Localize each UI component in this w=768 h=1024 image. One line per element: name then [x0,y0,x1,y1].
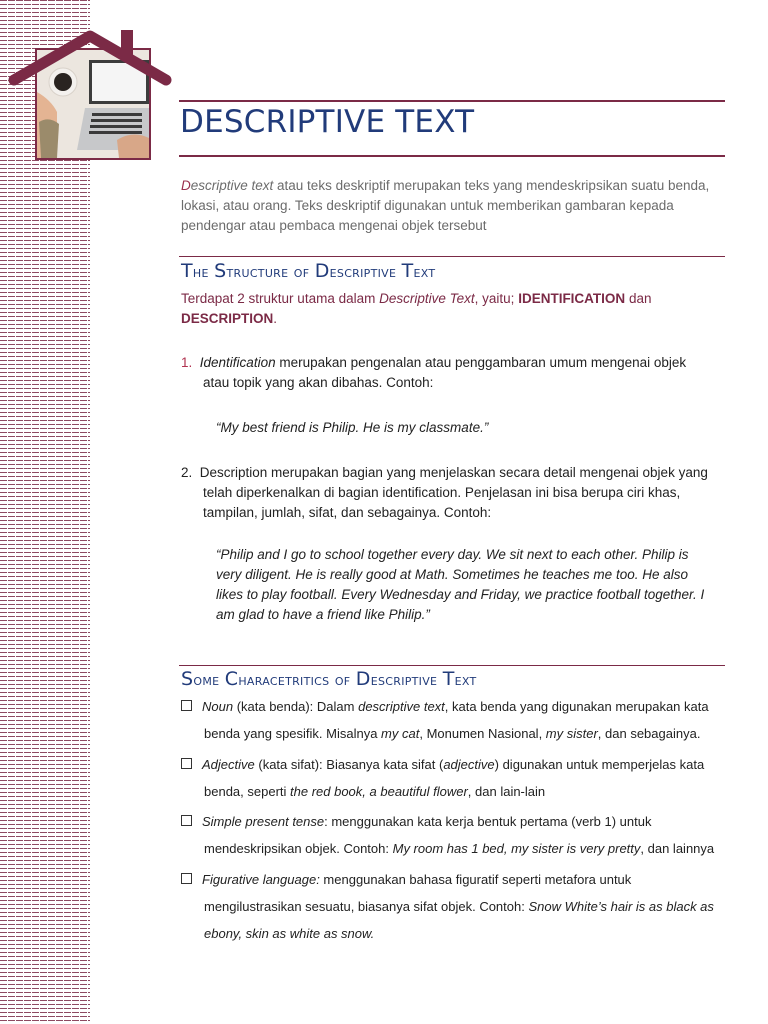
structure-rule [179,256,725,257]
title-bottom-rule [179,155,725,157]
intro-first-letter: D [181,178,191,193]
characteristic-noun: Noun (kata benda): Dalam descriptive text, kata benda yang digunakan merupakan kata benda yang spesifik. Misalnya my cat, Monumen Nasional, my sister, dan sebagainya. [181,693,726,747]
characteristic-simple-present: Simple present tense: menggunakan kata kerja bentuk pertama (verb 1) untuk mendeskripsikan objek. Contoh: My room has 1 bed, my sister is very pretty, dan lainnya [181,808,726,862]
example-identification: “My best friend is Philip. He is my classmate.” [216,420,489,435]
page-title: DESCRIPTIVE TEXT [180,104,475,140]
structure-item-description: 2. Description merupakan bagian yang menjelaskan secara detail mengenai objek yang telah diperkenalkan di bagian identification. Penjelasan ini bisa berupa ciri khas, tampilan, jumlah, sifat, dan sebagainya. Contoh: [181,465,708,520]
house-frame [8,28,173,160]
checkbox-icon [181,873,192,884]
characteristics-rule [179,665,725,666]
intro-italic: escriptive text [190,178,274,193]
intro-text: atau teks deskriptif merupakan teks yang mendeskripsikan suatu benda, lokasi, atau orang. Teks deskriptif digunakan untuk memberikan gambaran kepada pendengar atau pembaca mengenai objek tersebut [181,178,710,233]
checkbox-icon [181,700,192,711]
structure-item-identification: 1. Identification merupakan pengenalan atau penggambaran umum mengenai objek atau topik yang akan dibahas. Contoh: [181,355,687,390]
characteristics-heading: Some Characetritics of Descriptive Text [181,668,477,690]
structure-heading: The Structure of Descriptive Text [181,260,436,282]
characteristic-adjective: Adjective (kata sifat): Biasanya kata sifat (adjective) digunakan untuk memperjelas kata benda, seperti the red book, a beautiful flower, dan lain-lain [181,751,726,805]
title-top-rule [179,100,725,102]
characteristic-figurative: Figurative language: menggunakan bahasa figuratif seperti metafora untuk mengilustrasikan sesuatu, biasanya sifat objek. Contoh: Snow White’s hair is as black as ebony, skin as white as snow. [181,866,726,947]
example-description: “Philip and I go to school together every day. We sit next to each other. Philip is very diligent. He is really good at Math. Sometimes he teaches me too. He also likes to play football. Every Wednesday and Friday, we practice football together. I am glad to have a friend like Philip.” [216,547,705,622]
intro-paragraph [181,176,726,236]
checkbox-icon [181,758,192,769]
structure-intro: Terdapat 2 struktur utama dalam Descriptive Text, yaitu; IDENTIFICATION dan DESCRIPTION. [181,291,652,326]
checkbox-icon [181,815,192,826]
